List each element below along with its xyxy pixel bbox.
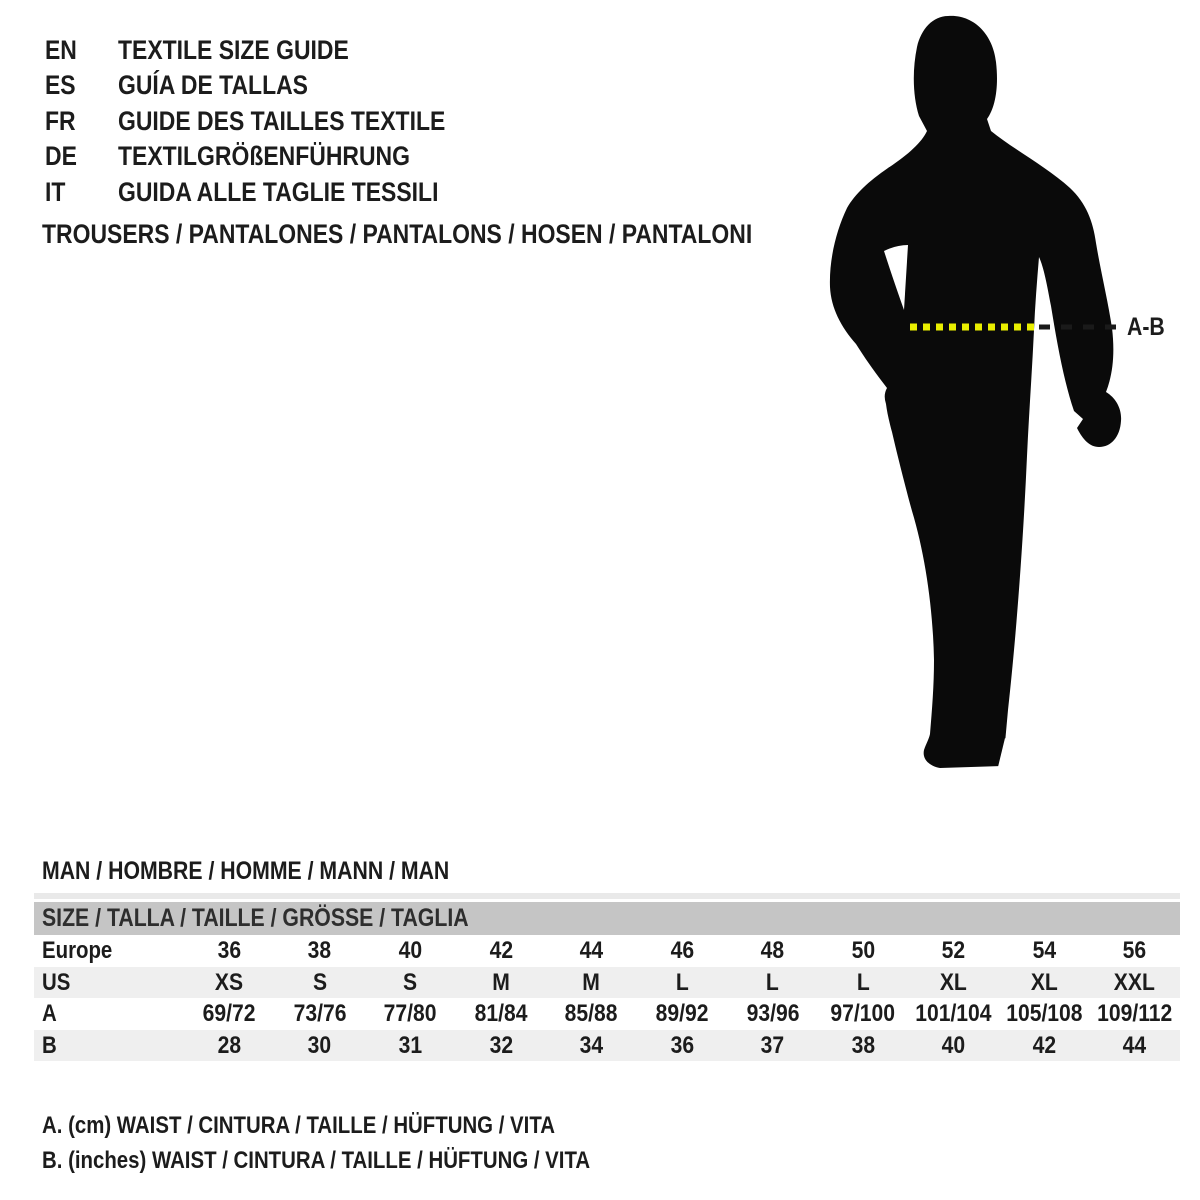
size-cell: 38 xyxy=(851,1031,875,1059)
size-cell: 40 xyxy=(398,937,423,964)
size-cell: 73/76 xyxy=(293,1000,347,1027)
size-cell: 42 xyxy=(489,937,513,964)
guide-title: GUÍA DE TALLAS xyxy=(118,70,308,101)
size-cell: 77/80 xyxy=(383,1000,437,1027)
row-label: US xyxy=(42,968,71,996)
size-cell: XXL xyxy=(1114,968,1156,996)
measure-label-ab: A-B xyxy=(1127,313,1165,341)
footnotes-block xyxy=(42,1108,687,1178)
language-code: DE xyxy=(45,141,77,172)
size-cell: L xyxy=(856,968,870,996)
section-title-man: MAN / HOMBRE / HOMME / MANN / MAN xyxy=(42,857,450,885)
size-cell: 36 xyxy=(670,1031,694,1059)
size-cell: M xyxy=(582,968,601,996)
table-top-strip xyxy=(34,893,1180,899)
size-cell: 52 xyxy=(941,937,966,964)
size-cell: L xyxy=(675,968,689,996)
size-cell: 50 xyxy=(851,937,875,964)
language-code: FR xyxy=(45,105,76,136)
size-cell: 81/84 xyxy=(474,1000,528,1027)
size-cell: 34 xyxy=(579,1031,604,1059)
row-label: Europe xyxy=(42,937,113,964)
size-cell: XL xyxy=(940,968,968,996)
size-cell: S xyxy=(312,968,327,996)
size-cell: 109/112 xyxy=(1097,1000,1173,1027)
guide-title: GUIDA ALLE TAGLIE TESSILI xyxy=(118,176,439,207)
language-code: ES xyxy=(45,70,76,101)
size-cell: 40 xyxy=(941,1031,966,1059)
size-cell: S xyxy=(403,968,418,996)
man-silhouette xyxy=(830,16,1121,768)
table-row-b-inches xyxy=(34,1030,1180,1062)
size-cell: XL xyxy=(1030,968,1058,996)
size-cell: 42 xyxy=(1032,1031,1056,1059)
size-cell: 69/72 xyxy=(202,1000,256,1027)
size-cell: 28 xyxy=(217,1031,242,1059)
size-cell: 37 xyxy=(760,1031,785,1059)
size-cell: 44 xyxy=(579,937,604,964)
category-title: TROUSERS / PANTALONES / PANTALONS / HOSEN / PANTALONI xyxy=(42,219,753,249)
size-cell: 32 xyxy=(489,1031,513,1059)
size-cell: 56 xyxy=(1122,937,1147,964)
size-cell: 89/92 xyxy=(655,1000,709,1027)
size-cell: 97/100 xyxy=(830,1000,896,1027)
table-row-a-cm xyxy=(34,998,1180,1030)
footnote-a: A. (cm) WAIST / CINTURA / TAILLE / HÜFTUNG / VITA xyxy=(42,1112,556,1139)
size-cell: 31 xyxy=(398,1031,423,1059)
size-cell: 101/104 xyxy=(915,1000,992,1027)
size-cell: 38 xyxy=(308,937,332,964)
size-table-header: SIZE / TALLA / TAILLE / GRÖSSE / TAGLIA xyxy=(34,902,1180,935)
guide-title: TEXTILGRÖßENFÜHRUNG xyxy=(118,141,410,172)
row-label: B xyxy=(42,1031,57,1059)
table-row-europe xyxy=(34,935,1180,967)
row-label: A xyxy=(42,1000,57,1027)
size-cell: L xyxy=(766,968,780,996)
footnote-b: B. (inches) WAIST / CINTURA / TAILLE / HÜFTUNG / VITA xyxy=(42,1147,591,1174)
size-cell: XS xyxy=(215,968,244,996)
size-cell: M xyxy=(492,968,510,996)
size-cell: 46 xyxy=(670,937,694,964)
size-cell: 105/108 xyxy=(1006,1000,1083,1027)
size-cell: 36 xyxy=(217,937,242,964)
size-cell: 54 xyxy=(1032,937,1056,964)
size-cell: 30 xyxy=(308,1031,332,1059)
size-table xyxy=(34,893,1180,1061)
table-row-us xyxy=(34,967,1180,999)
guide-title: TEXTILE SIZE GUIDE xyxy=(118,35,349,65)
size-cell: 48 xyxy=(760,937,785,964)
size-cell: 85/88 xyxy=(565,1000,618,1027)
guide-title: GUIDE DES TAILLES TEXTILE xyxy=(118,105,446,136)
size-cell: 44 xyxy=(1122,1031,1147,1059)
size-cell: 93/96 xyxy=(746,1000,799,1027)
language-code: IT xyxy=(45,176,66,207)
language-code: EN xyxy=(45,35,77,65)
